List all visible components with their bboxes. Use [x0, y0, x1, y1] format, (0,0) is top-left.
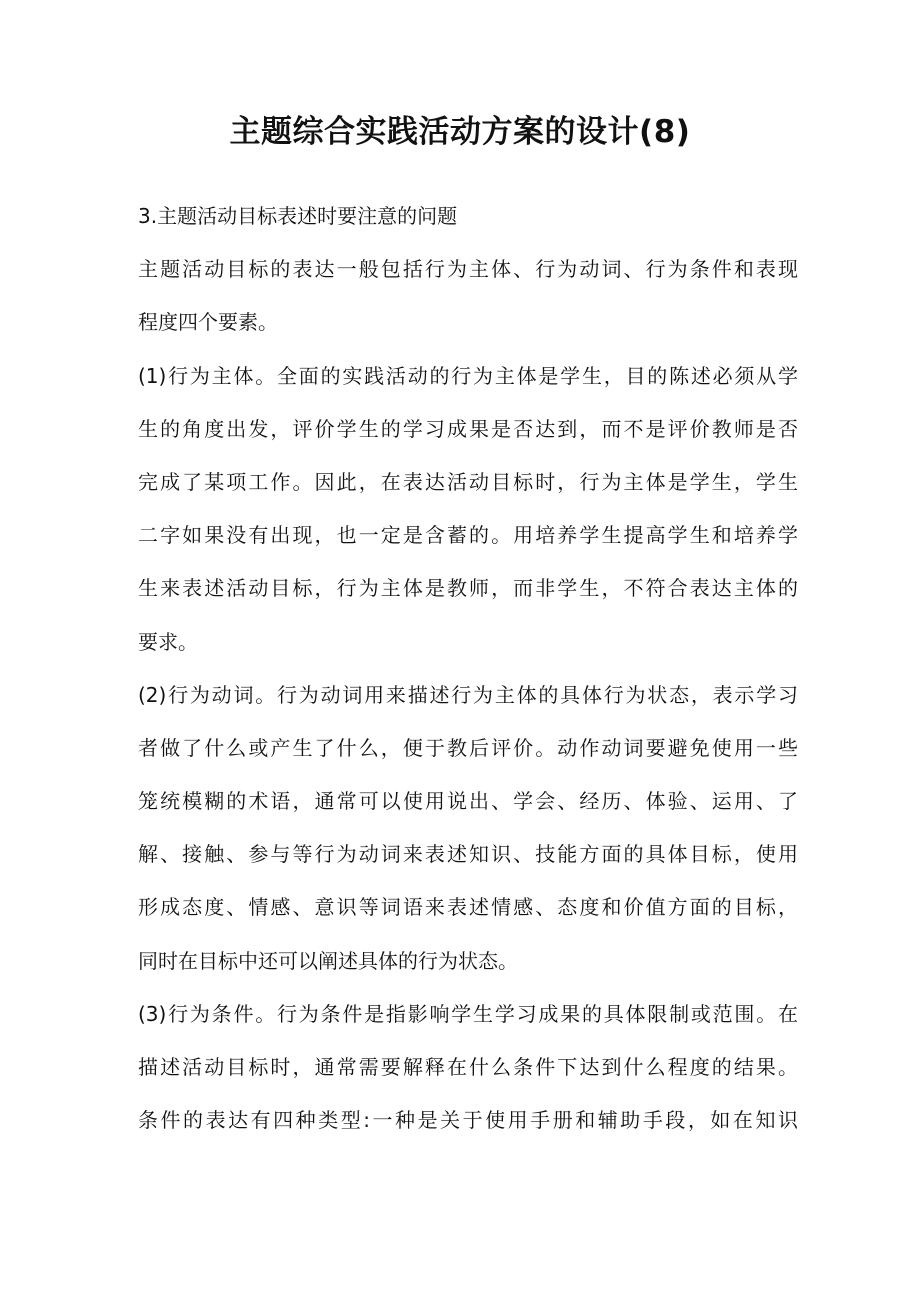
text-line: 解、接触、参与等行为动词来表述知识、技能方面的具体目标，使用 [138, 842, 798, 867]
text-line: 形成态度、情感、意识等词语来表述情感、态度和价值方面的目标， [138, 895, 798, 920]
text-line: 要求。 [138, 629, 198, 654]
text-line: (2)行为动词。行为动词用来描述行为主体的具体行为状态，表示学习 [138, 682, 798, 707]
text-line: 完成了某项工作。因此，在表达活动目标时，行为主体是学生，学生 [138, 469, 798, 494]
text-line: 描述活动目标时，通常需要解释在什么条件下达到什么程度的结果。 [138, 1055, 798, 1079]
text-line: 主题活动目标的表达一般包括行为主体、行为动词、行为条件和表现 [138, 257, 798, 282]
text-line: 者做了什么或产生了什么，便于教后评价。动作动词要避免使用一些 [138, 735, 798, 760]
text-line: 同时在目标中还可以阐述具体的行为状态。 [138, 948, 518, 973]
text-line: 二字如果没有出现，也一定是含蓄的。用培养学生提高学生和培养学 [138, 523, 798, 548]
text-line: 生的角度出发，评价学生的学习成果是否达到，而不是评价教师是否 [138, 416, 798, 441]
text-line: 3.主题活动目标表述时要注意的问题 [138, 204, 458, 228]
text-line: 条件的表达有四种类型:一种是关于使用手册和辅助手段，如在知识 [138, 1108, 798, 1133]
text-line: 程度四个要素。 [138, 310, 278, 335]
text-line: (1)行为主体。全面的实践活动的行为主体是学生，目的陈述必须从学 [138, 363, 798, 388]
document-body [138, 190, 798, 1147]
text-line: 笼统模糊的术语，通常可以使用说出、学会、经历、体验、运用、了 [138, 789, 798, 814]
text-line: (3)行为条件。行为条件是指影响学生学习成果的具体限制或范围。在 [138, 1001, 798, 1026]
document-title: 主题综合实践活动方案的设计(8) [229, 114, 691, 150]
text-line: 生来表述活动目标，行为主体是教师，而非学生，不符合表达主体的 [138, 576, 798, 601]
